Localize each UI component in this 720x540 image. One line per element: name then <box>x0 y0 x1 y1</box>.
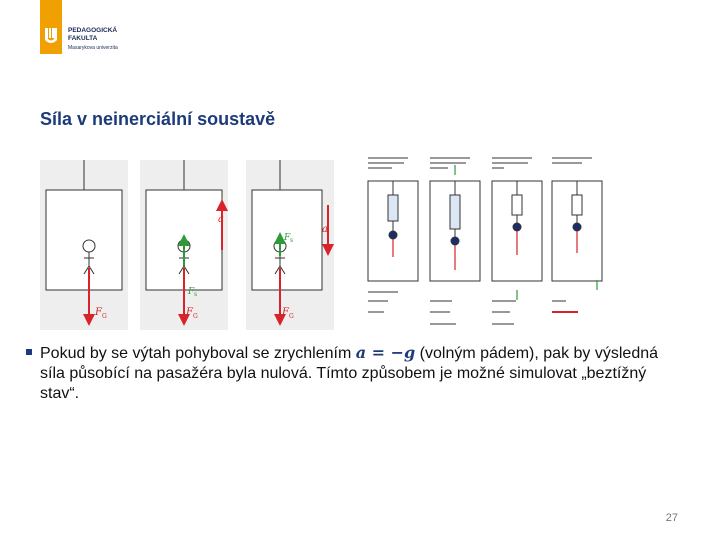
svg-text:G: G <box>289 313 294 320</box>
svg-text:F: F <box>284 233 291 243</box>
svg-text:G: G <box>193 313 198 320</box>
cabin-3 <box>246 160 334 330</box>
slide-body-text: Pokud by se výtah pohyboval se zrychlením a = −g (volným pádem), pak by výsledná síla působící na pasažéra byla nulová. Tímto způsobem je možné simulovat „beztížný stav“. <box>40 343 670 404</box>
svg-text:s: s <box>194 291 198 298</box>
logo-text: PEDAGOGICKÁ FAKULTA <box>68 27 118 42</box>
spring-scale-figures <box>366 135 606 330</box>
cabin-1 <box>40 160 128 330</box>
faculty-logo <box>38 0 148 56</box>
a-label: a <box>218 214 224 225</box>
svg-text:F: F <box>282 307 289 318</box>
page-number: 27 <box>665 512 678 524</box>
logo-mark-icon <box>40 0 62 54</box>
slide-title: Síla v neinerciální soustavě <box>40 109 276 129</box>
svg-text:G: G <box>102 313 107 320</box>
scale-panels <box>368 181 602 281</box>
bullet-icon <box>26 349 32 355</box>
svg-text:a: a <box>322 224 328 235</box>
svg-text:F: F <box>186 307 193 318</box>
fg-label: F <box>95 307 102 318</box>
logo-subtitle: Masarykova univerzita <box>68 45 118 51</box>
fs-label: F <box>188 287 195 297</box>
cabin-2 <box>140 160 228 330</box>
svg-text:s: s <box>290 237 294 244</box>
elevator-figures <box>40 160 340 335</box>
equation: a = −g <box>355 343 416 362</box>
